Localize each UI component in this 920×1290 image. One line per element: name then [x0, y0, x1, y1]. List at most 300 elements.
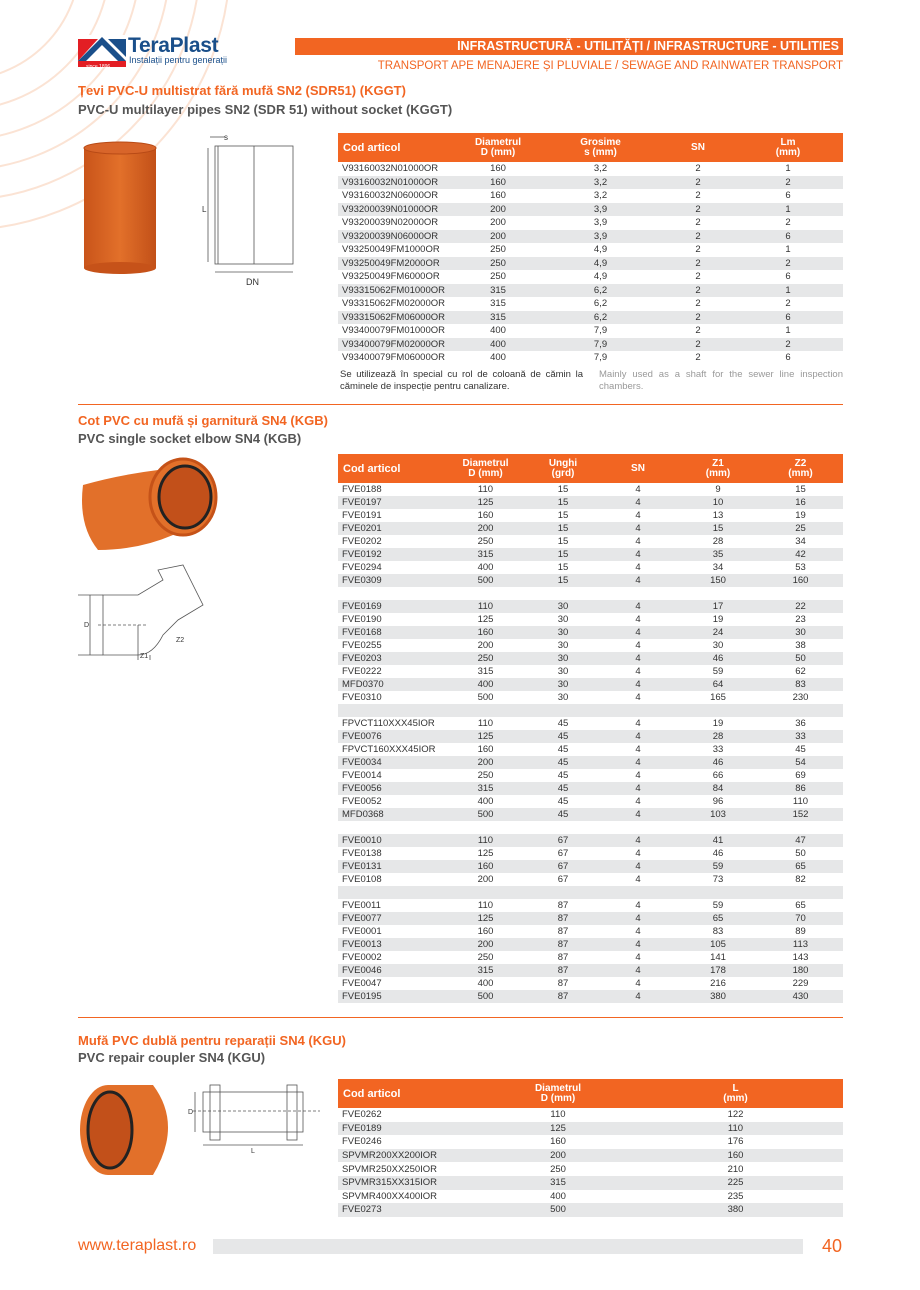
item-code-cell: FVE0010 [338, 834, 443, 847]
value-cell: 176 [727, 1136, 744, 1148]
table-row [338, 324, 843, 338]
value-cell: 6 [733, 311, 843, 325]
label-dn: DN [246, 277, 259, 287]
table-row [338, 847, 843, 860]
section1-subtitle: PVC-U multilayer pipes SN2 (SDR 51) without socket (KGGT) [78, 102, 453, 117]
value-cell: 4 [635, 484, 641, 495]
value-cell: 2 [695, 163, 701, 175]
category-subtitle [378, 60, 843, 72]
value-cell: 83 [712, 926, 724, 937]
coupler-drawing [185, 1080, 325, 1155]
table-row [338, 574, 843, 587]
value-cell: 59 [712, 900, 724, 911]
spacer-row [338, 704, 843, 717]
table-row [338, 860, 843, 873]
label-s: s [224, 133, 228, 142]
value-cell: 7,9 [593, 352, 608, 364]
value-cell: 4,9 [593, 244, 608, 256]
label-l: L [202, 205, 207, 214]
item-code-cell: MFD0368 [338, 808, 443, 821]
table-row [338, 678, 843, 691]
value-cell: 122 [727, 1109, 744, 1121]
table-row [338, 1176, 843, 1190]
item-code-cell: FVE0192 [338, 548, 443, 561]
table-row [338, 243, 843, 257]
table-row [338, 483, 843, 496]
value-cell: 7,9 [538, 338, 663, 352]
value-cell: 4 [598, 730, 678, 743]
website-link[interactable]: www.teraplast.ro [78, 1237, 197, 1254]
value-cell: 2 [733, 176, 843, 190]
label-d: D [188, 1109, 194, 1116]
section-divider [78, 404, 843, 405]
value-cell: 4 [598, 860, 678, 873]
spacer-row [338, 821, 843, 834]
subtitle-en: SEWAGE AND RAINWATER TRANSPORT [621, 60, 843, 72]
table-row [338, 189, 843, 203]
value-cell: 62 [795, 666, 806, 677]
value-cell: 180 [758, 964, 843, 977]
section3-subtitle: PVC repair coupler SN4 (KGU) [78, 1050, 266, 1065]
value-cell: 4 [598, 782, 678, 795]
value-cell: 46 [712, 848, 724, 859]
value-cell: 15 [557, 536, 569, 547]
item-code-cell: FPVCT110XXX45IOR [342, 718, 435, 729]
value-cell: 30 [557, 614, 569, 625]
pipe-photo [78, 140, 158, 275]
table-row [338, 899, 843, 912]
item-code-cell: FVE0262 [342, 1109, 382, 1121]
value-cell: 4 [635, 978, 641, 989]
coupler-photo [78, 1080, 183, 1180]
table-row [338, 743, 843, 756]
table-row [338, 691, 843, 704]
elbow-photo [78, 455, 218, 555]
value-cell: 1 [733, 203, 843, 217]
value-cell: 160 [477, 510, 494, 521]
value-cell: 10 [678, 496, 758, 509]
value-cell: 67 [528, 834, 598, 847]
value-cell: 110 [443, 600, 528, 613]
value-cell: 235 [727, 1190, 744, 1202]
item-code-cell: FVE0047 [342, 978, 382, 989]
table-row [338, 535, 843, 548]
value-cell: 105 [678, 938, 758, 951]
value-cell: 152 [758, 808, 843, 821]
value-cell: 165 [710, 692, 726, 703]
value-cell: 200 [490, 217, 506, 229]
value-cell: 4 [598, 756, 678, 769]
column-header: Cod articol [338, 133, 458, 162]
value-cell: 4 [598, 548, 678, 561]
logo-name: TeraPlast [128, 34, 219, 57]
value-cell: 28 [678, 730, 758, 743]
item-code-cell: V93250049FM6000OR [342, 271, 440, 283]
value-cell: 4 [635, 796, 641, 807]
value-cell: 4 [635, 770, 641, 781]
value-cell: 46 [678, 756, 758, 769]
value-cell: 500 [488, 1203, 628, 1217]
logo-since: since 1896 [86, 64, 111, 70]
spacer-row [338, 587, 843, 600]
value-cell: 53 [795, 562, 806, 573]
value-cell: 65 [678, 912, 758, 925]
label-z2: Z2 [176, 637, 185, 644]
value-cell: 34 [712, 562, 724, 573]
value-cell: 86 [758, 782, 843, 795]
value-cell: 19 [795, 510, 806, 521]
item-code-cell: V93250049FM1000OR [342, 244, 440, 256]
value-cell: 45 [557, 796, 569, 807]
value-cell: 23 [795, 614, 806, 625]
item-code-cell: V93400079FM01000OR [342, 325, 445, 337]
value-cell: 2 [695, 298, 701, 310]
table-row [338, 1108, 843, 1122]
value-cell: 200 [458, 230, 538, 244]
value-cell: 2 [663, 311, 733, 325]
value-cell: 33 [758, 730, 843, 743]
value-cell: 30 [528, 652, 598, 665]
item-code-cell: FVE0190 [342, 614, 382, 625]
value-cell: 160 [628, 1149, 843, 1163]
item-code-cell: FVE0013 [338, 938, 443, 951]
value-cell: 64 [678, 678, 758, 691]
value-cell: 200 [477, 874, 494, 885]
spacer-row [338, 886, 843, 899]
pipes-table [338, 133, 843, 365]
value-cell: 125 [443, 730, 528, 743]
value-cell: 110 [477, 900, 494, 911]
value-cell: 143 [792, 952, 809, 963]
value-cell: 87 [528, 912, 598, 925]
value-cell: 36 [795, 718, 806, 729]
value-cell: 216 [710, 978, 726, 989]
value-cell: 17 [678, 600, 758, 613]
value-cell: 59 [712, 666, 724, 677]
item-code-cell: V93400079FM06000OR [342, 352, 445, 364]
table-row [338, 652, 843, 665]
table-row [338, 561, 843, 574]
value-cell: 47 [758, 834, 843, 847]
value-cell: 30 [758, 626, 843, 639]
value-cell: 4 [598, 912, 678, 925]
value-cell: 50 [758, 652, 843, 665]
value-cell: 65 [758, 860, 843, 873]
value-cell: 315 [477, 666, 494, 677]
value-cell: 45 [528, 808, 598, 821]
table-header-row [338, 1079, 843, 1108]
item-code-cell: FVE0076 [338, 730, 443, 743]
value-cell: 225 [628, 1176, 843, 1190]
value-cell: 125 [443, 496, 528, 509]
value-cell: 4 [635, 614, 641, 625]
value-cell: 87 [557, 900, 569, 911]
value-cell: 4 [598, 522, 678, 535]
pipe-drawing [200, 130, 310, 290]
value-cell: 46 [678, 652, 758, 665]
value-cell: 66 [712, 770, 724, 781]
item-code-cell: SPVMR200XX200IOR [338, 1149, 488, 1163]
value-cell: 6,2 [593, 298, 608, 310]
column-header: Z1 (mm) [678, 454, 758, 483]
table-row [338, 912, 843, 925]
value-cell: 160 [443, 860, 528, 873]
item-code-cell: FVE0294 [342, 562, 382, 573]
item-code-cell: FVE0001 [342, 926, 382, 937]
value-cell: 4 [635, 848, 641, 859]
value-cell: 3,9 [538, 203, 663, 217]
table-row [338, 1203, 843, 1217]
value-cell: 110 [477, 718, 494, 729]
item-code-cell: FVE0046 [338, 964, 443, 977]
table-row [338, 351, 843, 365]
column-header: Lm (mm) [733, 133, 843, 162]
item-code-cell: FVE0014 [342, 770, 382, 781]
table-row [338, 964, 843, 977]
value-cell: 2 [663, 230, 733, 244]
value-cell: 4 [598, 626, 678, 639]
value-cell: 6,2 [538, 284, 663, 298]
column-header: Grosime s (mm) [538, 133, 663, 162]
value-cell: 200 [443, 522, 528, 535]
value-cell: 125 [488, 1122, 628, 1136]
value-cell: 160 [443, 626, 528, 639]
item-code-cell: FVE0077 [338, 912, 443, 925]
section1-title: Țevi PVC-U multistrat fără mufă SN2 (SDR51) (KGGT) [78, 83, 406, 98]
item-code-cell: FVE0108 [342, 874, 382, 885]
table-row [338, 162, 843, 176]
column-header: Z2 (mm) [758, 454, 843, 483]
section2-subtitle: PVC single socket elbow SN4 (KGB) [78, 431, 302, 446]
table-row [338, 1122, 843, 1136]
item-code-cell: FVE0203 [338, 652, 443, 665]
item-code-cell: FVE0011 [342, 900, 381, 911]
value-cell: 45 [557, 718, 569, 729]
value-cell: 15 [557, 484, 569, 495]
value-cell: 4 [635, 536, 641, 547]
section-divider [78, 1017, 843, 1018]
value-cell: 250 [477, 952, 494, 963]
item-code-cell: FVE0188 [342, 484, 382, 495]
value-cell: 3,2 [593, 190, 608, 202]
table-row [338, 808, 843, 821]
item-code-cell: FVE0246 [342, 1136, 382, 1148]
spacer-cell [338, 821, 843, 834]
item-code-cell: SPVMR400XX400IOR [342, 1190, 438, 1202]
value-cell: 315 [443, 548, 528, 561]
table-row [338, 203, 843, 217]
value-cell: 400 [443, 678, 528, 691]
value-cell: 380 [628, 1203, 843, 1217]
item-code-cell: FVE0131 [338, 860, 443, 873]
value-cell: 82 [795, 874, 806, 885]
value-cell: 400 [458, 338, 538, 352]
value-cell: 160 [477, 926, 494, 937]
value-cell: 430 [758, 990, 843, 1003]
value-cell: 87 [528, 990, 598, 1003]
table-row [338, 284, 843, 298]
value-cell: 6,2 [538, 311, 663, 325]
value-cell: 87 [557, 978, 569, 989]
item-code-cell: V93160032N01000OR [338, 176, 458, 190]
table-row [338, 1149, 843, 1163]
value-cell: 250 [490, 271, 506, 283]
column-header: L (mm) [628, 1079, 843, 1108]
value-cell: 19 [712, 614, 724, 625]
value-cell: 6 [785, 352, 791, 364]
value-cell: 2 [785, 298, 791, 310]
value-cell: 67 [528, 860, 598, 873]
item-code-cell: FVE0138 [342, 848, 382, 859]
value-cell: 2 [663, 257, 733, 271]
value-cell: 96 [712, 796, 724, 807]
value-cell: 45 [528, 730, 598, 743]
value-cell: 30 [528, 626, 598, 639]
table-row [338, 626, 843, 639]
value-cell: 30 [528, 600, 598, 613]
value-cell: 30 [557, 692, 569, 703]
value-cell: 33 [712, 744, 724, 755]
value-cell: 15 [528, 522, 598, 535]
table-row [338, 977, 843, 990]
value-cell: 315 [458, 311, 538, 325]
table-row [338, 297, 843, 311]
column-header: Unghi (grd) [528, 454, 598, 483]
value-cell: 4 [598, 574, 678, 587]
value-cell: 87 [557, 926, 569, 937]
value-cell: 315 [443, 964, 528, 977]
spacer-cell [338, 886, 843, 899]
table-row [338, 717, 843, 730]
value-cell: 4 [635, 666, 641, 677]
value-cell: 15 [678, 522, 758, 535]
value-cell: 200 [477, 640, 494, 651]
value-cell: 28 [712, 536, 724, 547]
value-cell: 45 [557, 744, 569, 755]
value-cell: 34 [795, 536, 806, 547]
value-cell: 3,2 [593, 163, 608, 175]
value-cell: 400 [477, 796, 494, 807]
value-cell: 15 [557, 562, 569, 573]
subtitle-ro: TRANSPORT APE MENAJERE ȘI PLUVIALE / [377, 60, 622, 72]
value-cell: 89 [795, 926, 806, 937]
value-cell: 38 [795, 640, 806, 651]
table-row [338, 338, 843, 352]
table-row [338, 176, 843, 190]
value-cell: 45 [528, 782, 598, 795]
value-cell: 230 [792, 692, 809, 703]
value-cell: 19 [712, 718, 724, 729]
item-code-cell: FVE0002 [342, 952, 382, 963]
elbow-drawing [78, 560, 218, 665]
item-code-cell: SPVMR250XX250IOR [342, 1163, 438, 1175]
table-row [338, 756, 843, 769]
note-en: Mainly used as a shaft for the sewer line inspection chambers. [599, 369, 843, 392]
value-cell: 4 [635, 900, 641, 911]
value-cell: 30 [557, 666, 569, 677]
value-cell: 41 [678, 834, 758, 847]
value-cell: 500 [443, 574, 528, 587]
value-cell: 500 [443, 808, 528, 821]
value-cell: 4 [635, 510, 641, 521]
value-cell: 250 [477, 770, 494, 781]
item-code-cell: FVE0169 [338, 600, 443, 613]
column-header: Diametrul D (mm) [458, 133, 538, 162]
value-cell: 380 [678, 990, 758, 1003]
value-cell: 4 [598, 834, 678, 847]
value-cell: 4 [598, 600, 678, 613]
item-code-cell: V93200039N06000OR [338, 230, 458, 244]
value-cell: 45 [528, 756, 598, 769]
value-cell: 6 [785, 190, 791, 202]
value-cell: 150 [678, 574, 758, 587]
item-code-cell: FVE0201 [338, 522, 443, 535]
value-cell: 50 [795, 848, 806, 859]
column-header: Diametrul D (mm) [488, 1079, 628, 1108]
value-cell: 4 [598, 964, 678, 977]
value-cell: 30 [712, 640, 724, 651]
table-row [338, 925, 843, 938]
value-cell: 125 [443, 912, 528, 925]
value-cell: 54 [758, 756, 843, 769]
item-code-cell: V93160032N01000OR [342, 163, 439, 175]
value-cell: 67 [557, 848, 569, 859]
value-cell: 160 [758, 574, 843, 587]
category-banner: INFRASTRUCTURĂ - UTILITĂȚI / INFRASTRUCTURE - UTILITIES [295, 38, 843, 55]
column-header: Cod articol [338, 454, 443, 483]
logo-tagline: Instalații pentru generații [129, 55, 228, 65]
value-cell: 178 [678, 964, 758, 977]
value-cell: 25 [758, 522, 843, 535]
table-row [338, 1135, 843, 1149]
value-cell: 110 [792, 796, 809, 807]
value-cell: 2 [663, 203, 733, 217]
value-cell: 4 [635, 562, 641, 573]
value-cell: 250 [490, 244, 506, 256]
label-l: L [251, 1148, 255, 1155]
item-code-cell: FVE0034 [338, 756, 443, 769]
item-code-cell: V93160032N06000OR [342, 190, 439, 202]
value-cell: 65 [795, 900, 806, 911]
value-cell: 83 [758, 678, 843, 691]
value-cell: 160 [490, 190, 506, 202]
value-cell: 2 [695, 190, 701, 202]
item-code-cell: FVE0309 [338, 574, 443, 587]
value-cell: 4 [635, 926, 641, 937]
item-code-cell: FVE0255 [342, 640, 382, 651]
value-cell: 45 [795, 744, 806, 755]
value-cell: 2 [663, 176, 733, 190]
value-cell: 110 [550, 1109, 566, 1121]
value-cell: 160 [458, 176, 538, 190]
value-cell: 125 [477, 848, 494, 859]
table-row [338, 665, 843, 678]
value-cell: 4 [598, 938, 678, 951]
value-cell: 250 [477, 536, 494, 547]
table-row [338, 600, 843, 613]
value-cell: 3,9 [593, 217, 608, 229]
value-cell: 30 [557, 640, 569, 651]
column-header: SN [598, 454, 678, 483]
table-row [338, 548, 843, 561]
table-row [338, 834, 843, 847]
value-cell: 59 [678, 860, 758, 873]
value-cell: 15 [528, 496, 598, 509]
table-row [338, 730, 843, 743]
column-header: Diametrul D (mm) [443, 454, 528, 483]
value-cell: 1 [785, 325, 791, 337]
value-cell: 87 [528, 964, 598, 977]
